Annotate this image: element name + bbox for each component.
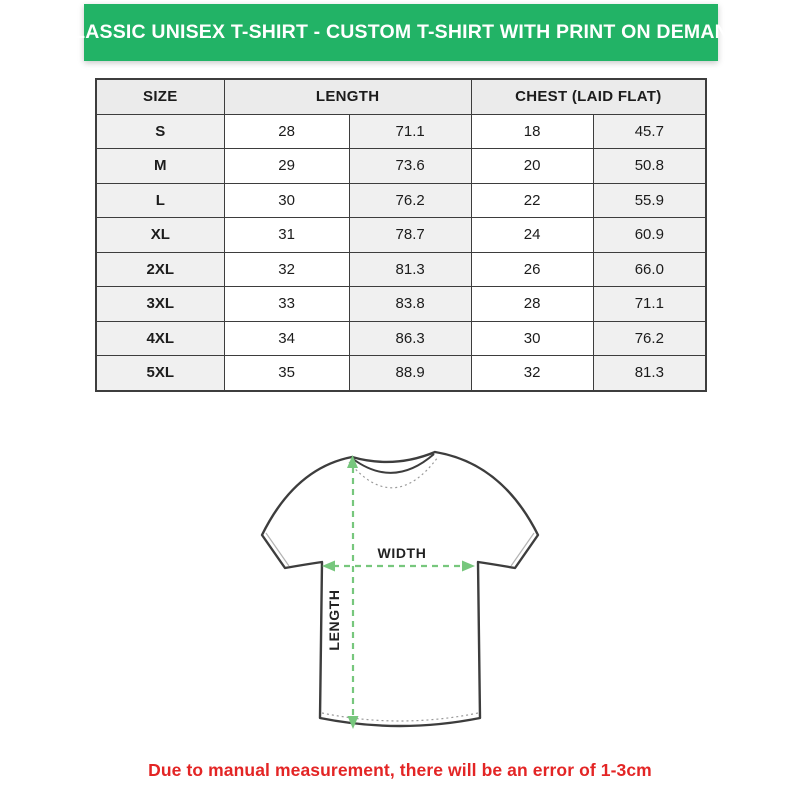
measurement-note: Due to manual measurement, there will be an error of 1-3cm [148, 760, 652, 780]
chest-in-cell: 24 [471, 218, 593, 253]
length-cm-cell: 71.1 [349, 114, 471, 149]
table-row [96, 183, 706, 218]
size-cell: S [96, 114, 224, 149]
size-table [95, 78, 707, 392]
chest-cm-cell: 50.8 [593, 149, 706, 184]
chest-in-cell: 28 [471, 287, 593, 322]
size-cell: 5XL [96, 356, 224, 391]
title-banner [58, 4, 744, 61]
size-cell: 2XL [96, 252, 224, 287]
header-length: LENGTH [224, 79, 471, 114]
size-cell: 3XL [96, 287, 224, 322]
size-cell: XL [96, 218, 224, 253]
table-row [96, 114, 706, 149]
table-row [96, 321, 706, 356]
table-row [96, 252, 706, 287]
length-cm-cell: 81.3 [349, 252, 471, 287]
chest-cm-cell: 60.9 [593, 218, 706, 253]
size-cell: L [96, 183, 224, 218]
table-row [96, 287, 706, 322]
chest-in-cell: 22 [471, 183, 593, 218]
length-label: LENGTH [326, 589, 342, 651]
size-cell: 4XL [96, 321, 224, 356]
length-in-cell: 34 [224, 321, 349, 356]
tshirt-svg [255, 438, 545, 750]
length-in-cell: 30 [224, 183, 349, 218]
page-title: CLASSIC UNISEX T-SHIRT - CUSTOM T-SHIRT WITH PRINT ON DEMAND [58, 21, 744, 43]
length-cm-cell: 86.3 [349, 321, 471, 356]
chest-cm-cell: 45.7 [593, 114, 706, 149]
header-chest: CHEST (LAID FLAT) [471, 79, 706, 114]
chest-cm-cell: 81.3 [593, 356, 706, 391]
length-in-cell: 32 [224, 252, 349, 287]
chest-cm-cell: 76.2 [593, 321, 706, 356]
length-in-cell: 29 [224, 149, 349, 184]
length-cm-cell: 73.6 [349, 149, 471, 184]
table-row [96, 356, 706, 391]
chest-in-cell: 18 [471, 114, 593, 149]
chest-cm-cell: 55.9 [593, 183, 706, 218]
chest-cm-cell: 66.0 [593, 252, 706, 287]
chest-in-cell: 26 [471, 252, 593, 287]
length-cm-cell: 78.7 [349, 218, 471, 253]
tshirt-outline [262, 452, 538, 726]
length-cm-cell: 76.2 [349, 183, 471, 218]
header-size: SIZE [96, 79, 224, 114]
chest-in-cell: 30 [471, 321, 593, 356]
length-cm-cell: 88.9 [349, 356, 471, 391]
chest-cm-cell: 71.1 [593, 287, 706, 322]
length-in-cell: 28 [224, 114, 349, 149]
table-row [96, 218, 706, 253]
length-in-cell: 31 [224, 218, 349, 253]
chest-in-cell: 32 [471, 356, 593, 391]
tshirt-diagram [255, 438, 545, 750]
chest-in-cell: 20 [471, 149, 593, 184]
size-cell: M [96, 149, 224, 184]
width-label: WIDTH [377, 545, 427, 561]
table-row [96, 149, 706, 184]
length-in-cell: 33 [224, 287, 349, 322]
length-cm-cell: 83.8 [349, 287, 471, 322]
table-header-row [96, 79, 706, 114]
length-in-cell: 35 [224, 356, 349, 391]
